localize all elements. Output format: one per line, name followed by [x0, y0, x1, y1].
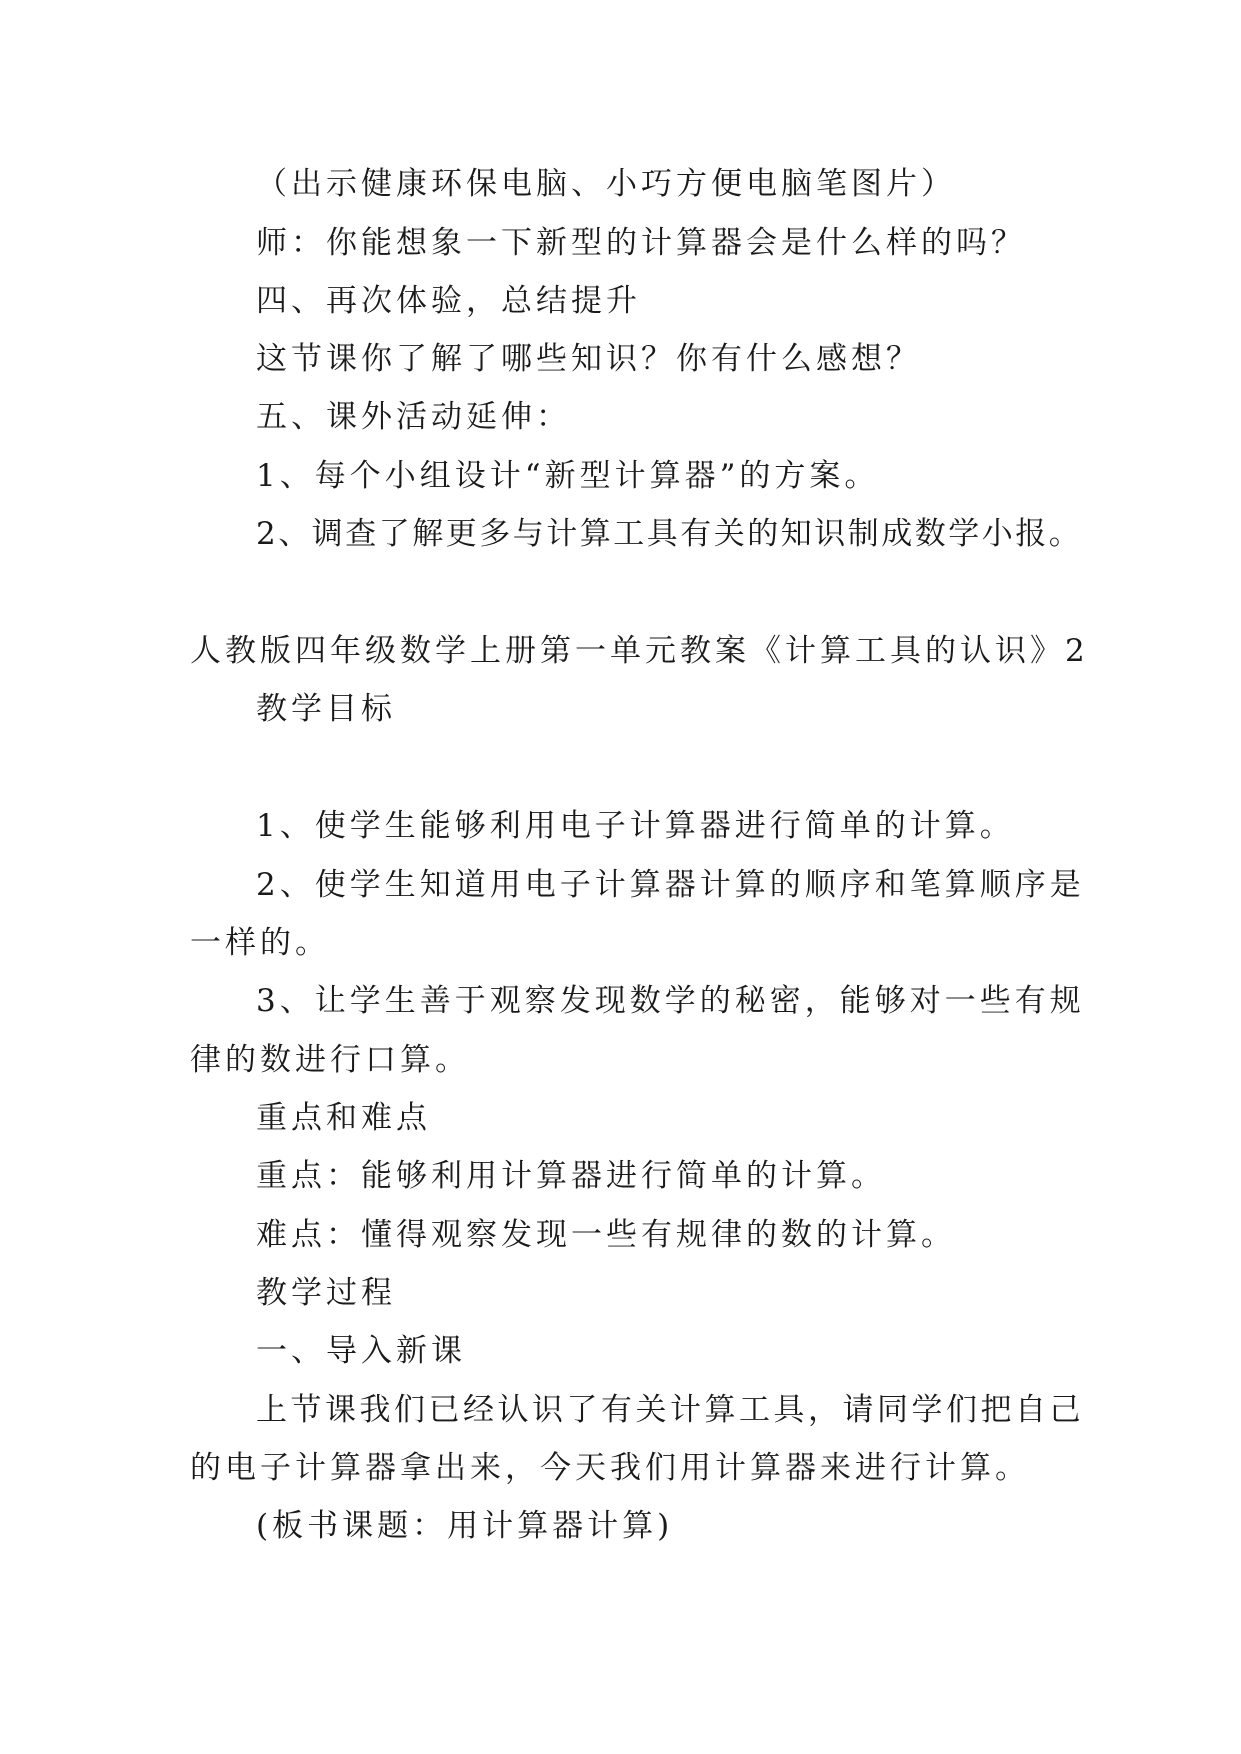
section-heading: 四、再次体验，总结提升	[256, 283, 641, 319]
section-heading: 五、课外活动延伸：	[256, 399, 571, 435]
paragraph-line: (板书课题：用计算器计算)	[256, 1508, 674, 1544]
paragraph-line: 师：你能想象一下新型的计算器会是什么样的吗？	[256, 225, 1026, 261]
section-heading: 教学目标	[256, 691, 396, 727]
list-item: 2、调查了解更多与计算工具有关的知识制成数学小报。	[256, 516, 1083, 552]
section-heading: 教学过程	[256, 1275, 396, 1311]
paragraph-line: 上节课我们已经认识了有关计算工具，请同学们把自己	[256, 1392, 1084, 1428]
section-heading: 重点和难点	[256, 1100, 431, 1136]
list-item: 1、每个小组设计“新型计算器”的方案。	[256, 458, 880, 494]
section-heading: 一、导入新课	[256, 1333, 466, 1369]
document-title: 人教版四年级数学上册第一单元教案《计算工具的认识》2	[190, 633, 1089, 669]
paragraph-line: 重点：能够利用计算器进行简单的计算。	[256, 1158, 886, 1194]
list-item: 3、让学生善于观察发现数学的秘密，能够对一些有规	[256, 983, 1085, 1019]
list-item: 1、使学生能够利用电子计算器进行简单的计算。	[256, 808, 1015, 844]
paragraph-line: 这节课你了解了哪些知识？你有什么感想？	[256, 341, 921, 377]
list-item-continuation: 律的数进行口算。	[190, 1042, 470, 1078]
paragraph-line: （出示健康环保电脑、小巧方便电脑笔图片）	[256, 166, 956, 202]
paragraph-line: 的电子计算器拿出来，今天我们用计算器来进行计算。	[190, 1450, 1030, 1486]
list-item: 2、使学生知道用电子计算器计算的顺序和笔算顺序是	[256, 867, 1085, 903]
list-item-continuation: 一样的。	[190, 925, 330, 961]
paragraph-line: 难点：懂得观察发现一些有规律的数的计算。	[256, 1217, 956, 1253]
